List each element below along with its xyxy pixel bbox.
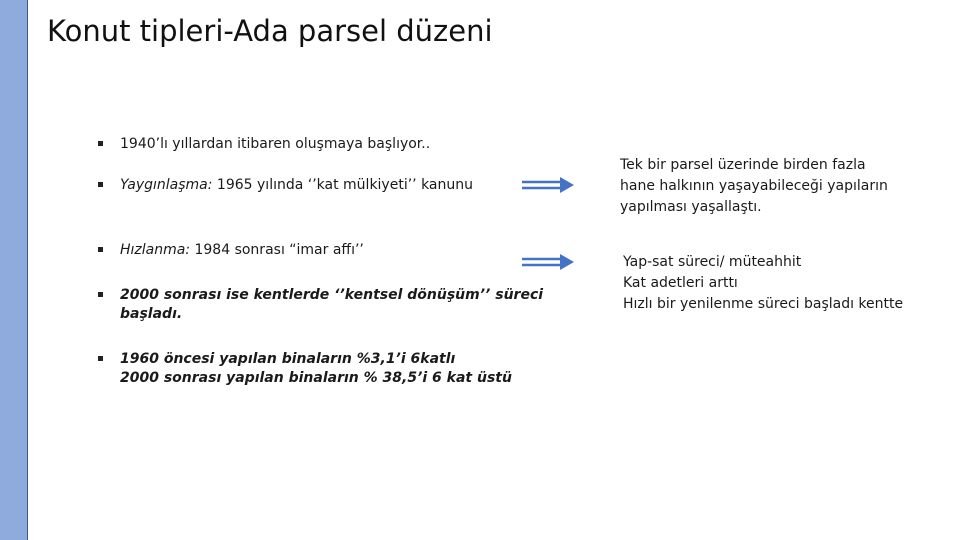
bullet-label: Yaygınlaşma: <box>120 177 213 193</box>
note-line: hane halkının yaşayabileceği yapıların <box>620 178 888 194</box>
note-line: yapılması yaşallaştı. <box>620 199 762 215</box>
bullet-marker <box>98 356 103 361</box>
bullet-text-line2: başladı. <box>120 306 183 322</box>
bullet-marker <box>98 141 103 146</box>
bullet-body: 1965 yılında ‘’kat mülkiyeti’’ kanunu <box>212 177 473 193</box>
double-arrow-icon <box>522 254 574 270</box>
bullet-text: 1940’lı yıllardan itibaren oluşmaya başlıyor.. <box>120 136 431 152</box>
bullet-text-line1: 2000 sonrası ise kentlerde ‘’kentsel dönüşüm’’ süreci <box>120 287 544 303</box>
bullet-text <box>120 241 364 260</box>
note-line: Hızlı bir yenilenme süreci başladı kentte <box>623 296 904 312</box>
bullet-body: 1984 sonrası “imar affı’’ <box>190 242 364 258</box>
bullet-text-line1: 1960 öncesi yapılan binaların %3,1’i 6katlı <box>120 351 456 367</box>
bullet-text <box>120 176 473 195</box>
note-line: Tek bir parsel üzerinde birden fazla <box>620 157 866 173</box>
bullet-marker <box>98 182 103 187</box>
note-line: Yap-sat süreci/ müteahhit <box>623 254 802 270</box>
bullet-label: Hızlanma: <box>120 242 191 258</box>
slide-title: Konut tipleri-Ada parsel düzeni <box>47 14 493 48</box>
bullet-marker <box>98 247 103 252</box>
note-parsel <box>620 155 888 218</box>
bullet-marker <box>98 292 103 297</box>
note-line: Kat adetleri arttı <box>623 275 738 291</box>
left-accent-bar <box>0 0 28 540</box>
note-yap-sat <box>623 252 903 315</box>
bullet-text-line2: 2000 sonrası yapılan binaların % 38,5’i 6 kat üstü <box>120 370 512 386</box>
double-arrow-icon <box>522 177 574 193</box>
